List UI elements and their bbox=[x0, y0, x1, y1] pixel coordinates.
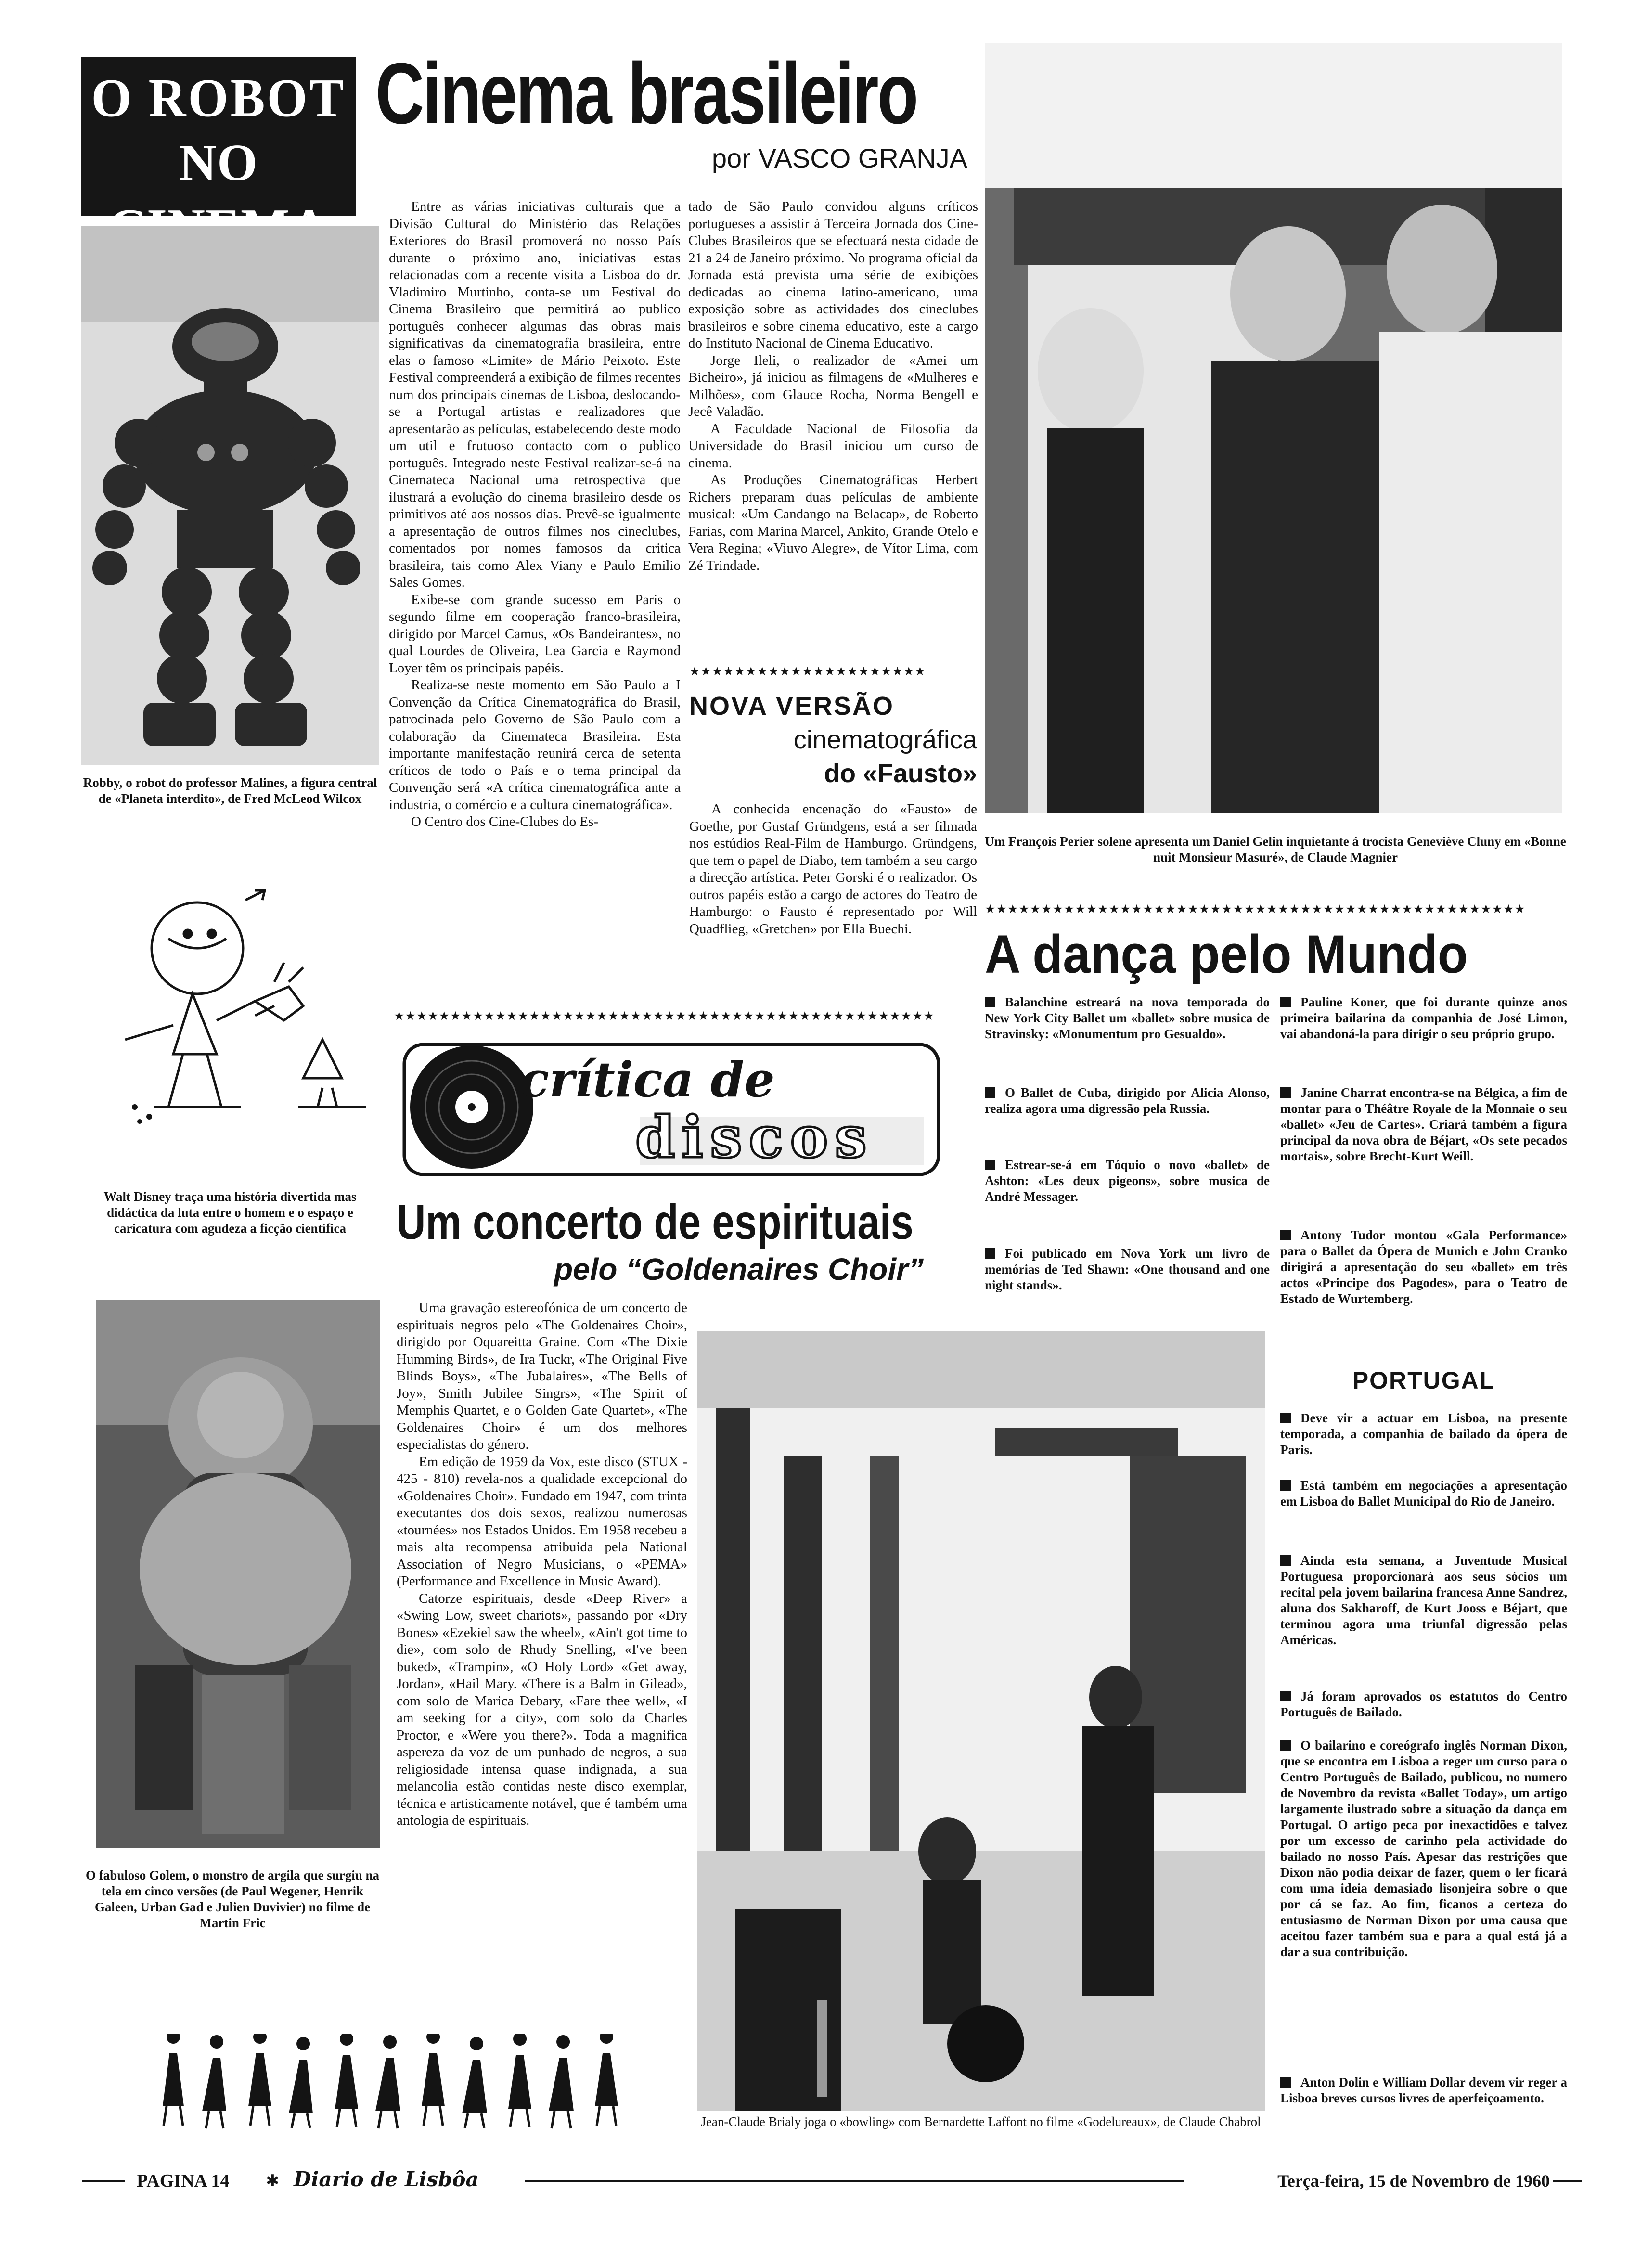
danca-left-2: O Ballet de Cuba, dirigido por Alicia Alonso, realiza agora uma digressão pela Russia. bbox=[985, 1085, 1270, 1116]
fausto-stars: ★★★★★★★★★★★★★★★★★★★★★ bbox=[689, 664, 926, 678]
fausto-body bbox=[689, 801, 977, 938]
perier-caption: Um François Perier solene apresenta um Daniel Gelin inquietante á trocista Geneviève Cluny em «Bonne nuit Monsieur Masuré», de Claude Magnier bbox=[985, 834, 1566, 864]
bullet-icon bbox=[1280, 997, 1291, 1007]
bullet-icon bbox=[1280, 1480, 1291, 1491]
cinema-col1 bbox=[389, 198, 681, 831]
robot-header-box bbox=[81, 57, 356, 216]
bullet-icon bbox=[985, 1248, 995, 1259]
robby-caption: Robby, o robot do professor Malines, a figura central de «Planeta interdito», de Fred McLeod Wilcox bbox=[83, 775, 377, 806]
dancers-silhouettes bbox=[154, 2034, 645, 2130]
discos-stars: ★★★★★★★★★★★★★★★★★★★★★★★★★★★★★★★★★★★★★★★★★★★★★★★★ bbox=[394, 1009, 935, 1023]
fausto-title1: NOVA VERSÃO bbox=[689, 692, 895, 721]
discos-logo-bottom: discos bbox=[635, 1104, 874, 1171]
cinema-col1-p2: Exibe-se com grande sucesso em Paris o segundo filme em cooperação franco-brasileira, dirigido por Marcel Camus, «Os Bandeirantes», no qual Lourdes de Oliveira, Lea Garcia e Raymond Loyer têm os principais papéis. bbox=[389, 592, 681, 676]
cinema-col1-p4: O Centro dos Cine-Clubes do Es- bbox=[411, 814, 599, 829]
danca-title: A dança pelo Mundo bbox=[985, 924, 1468, 984]
discos-logo-top: crítica de bbox=[520, 1051, 775, 1108]
bullet-icon bbox=[985, 1087, 995, 1098]
portugal-3: Ainda esta semana, a Juventude Musical Portuguesa proporcionará aos seus sócios um recital pela jovem bailarina francesa Anne Sandrez, aluna dos Sakharoff, de Kurt Jooss e Béjart, que terminou agora uma triunfal digressão pelas Américas. bbox=[1280, 1553, 1567, 1647]
danca-left-3: Estrear-se-á em Tóquio o novo «ballet» de Ashton: «Les deux pigeons», sobre musica de André Messager. bbox=[985, 1158, 1270, 1204]
bullet-icon bbox=[1280, 1555, 1291, 1566]
discos-p2: Em edição de 1959 da Vox, este disco (STUX - 425 - 810) revela-nos a qualidade excepcional do «Goldenaires Choir». Fundado em 1947, com trinta executantes dos dois sexos, realizou numerosas «tournées» nos Estados Unidos. Em 1958 recebeu a mais alta recompensa atribuida pela National Association of Negro Musicians, o «PEMA» (Performance and Excellence in Music Award). bbox=[397, 1454, 687, 1589]
bullet-icon bbox=[1280, 1413, 1291, 1423]
bullet-icon bbox=[1280, 2077, 1291, 2088]
danca-stars: ★★★★★★★★★★★★★★★★★★★★★★★★★★★★★★★★★★★★★★★★★★★★★★★★ bbox=[985, 902, 1526, 916]
disney-illustration bbox=[96, 881, 375, 1131]
danca-left-4: Foi publicado em Nova York um livro de memórias de Ted Shawn: «One thousand and one night stands». bbox=[985, 1246, 1270, 1292]
portugal-1: Deve vir a actuar em Lisboa, na presente temporada, a companhia de bailado da ópera de Paris. bbox=[1280, 1411, 1567, 1457]
bullet-icon bbox=[1280, 1691, 1291, 1701]
bullet-icon bbox=[1280, 1087, 1291, 1098]
robby-photo bbox=[81, 226, 379, 765]
portugal-5: O bailarino e coreógrafo inglês Norman Dixon, que se encontra em Lisboa a reger um curso para o Centro Português de Bailado, publicou, no numero de Novembro da revista «Ballet Today», um artigo largamente ilustrado sobre a situação da dança em Portugal. O artigo peca por inexactidões e talvez por um excesso de carinho pela actividade do bailado no nosso País. Apesar das restrições que Dixon não podia deixar de fazer, quem o ler ficará com uma ideia demasiado lisonjeira sobre o que por cá se faz. Ao fim, ficanos a certeza do entusiasmo de Norman Dixon por uma causa que aceitou fazer também sua e para a qual está já a dar a sua contribuição. bbox=[1280, 1738, 1567, 1959]
cinema-col2-p4: As Produções Cinematográficas Herbert Richers preparam duas películas de ambiente musical: «Um Candango na Belacap», de Roberto Farias, com Marina Marcel, Ankito, Grande Otelo e Vera Regina; «Viuvo Alegre», de Vítor Lima, com Zé Trindade. bbox=[688, 472, 978, 573]
cinema-col2-p3: A Faculdade Nacional de Filosofia da Universidade do Brasil iniciou um curso de cinema. bbox=[688, 421, 978, 471]
footer-date: Terça-feira, 15 de Novembro de 1960 bbox=[1277, 2171, 1550, 2191]
footer-rule-right bbox=[1553, 2180, 1582, 2182]
danca-right-2: Janine Charrat encontra-se na Bélgica, a fim de montar para o Théâtre Royale de la Monnaie o seu «ballet» «Jeu de Cartes». Criará também a figura principal da nova obra de Béjart, «Os sete pecados mortais», sobre Brecht-Kurt Weill. bbox=[1280, 1085, 1567, 1163]
golem-caption: O fabuloso Golem, o monstro de argila que surgiu na tela em cinco versões (de Paul Wegener, Henrik Galeen, Urban Gad e Julien Duvivier) no filme de Martin Fric bbox=[85, 1868, 380, 1930]
disney-caption: Walt Disney traça uma história divertida mas didáctica da luta entre o homem e o espaço e caricatura com agudeza a ficção científica bbox=[103, 1189, 357, 1236]
discos-subhead: pelo “Goldenaires Choir” bbox=[554, 1252, 924, 1287]
cinema-title: Cinema brasileiro bbox=[375, 45, 917, 142]
brialy-photo bbox=[697, 1331, 1265, 2111]
discos-p1: Uma gravação estereofónica de um concerto de espirituais negros pelo «The Goldenaires Choir», dirigido por Oquareitta Graine. Com «The Dixie Humming Birds», de Ira Tuckr, «The Original Five Blinds Boys», «The Jubalaires», «The Bells of Joy», Smith Jubilee Singrs», «The Spirit of Memphis Quartet, e o Golden Gate Quartet», «The Goldenaires Choir» é um dos melhores especialistas do género. bbox=[397, 1300, 687, 1452]
robot-header-line2: NO bbox=[179, 134, 258, 192]
discos-body bbox=[397, 1300, 687, 1830]
cinema-col2-p2: Jorge Ileli, o realizador de «Amei um Bicheiro», já iniciou as filmagens de «Mulheres e Milhões», com Glauce Rocha, Norma Bengell e Jecê Valadão. bbox=[688, 352, 978, 419]
golem-photo bbox=[96, 1300, 380, 1848]
footer-rule-left bbox=[82, 2180, 125, 2182]
cinema-byline: por VASCO GRANJA bbox=[711, 143, 967, 173]
bullet-icon bbox=[1280, 1740, 1291, 1751]
perier-photo bbox=[985, 43, 1562, 813]
portugal-title: PORTUGAL bbox=[1352, 1367, 1495, 1394]
robot-header-line1: O ROBOT bbox=[91, 68, 346, 129]
discos-headline: Um concerto de espirituais bbox=[397, 1195, 914, 1250]
portugal-6: Anton Dolin e William Dollar devem vir reger a Lisboa breves cursos livres de aperfeiçoamento. bbox=[1280, 2075, 1567, 2105]
portugal-2: Está também em negociações a apresentação em Lisboa do Ballet Municipal do Rio de Janeiro. bbox=[1280, 1478, 1567, 1508]
danca-right-3: Antony Tudor montou «Gala Performance» para o Ballet da Ópera de Munich e John Cranko dirigirá a apresentação do seu «ballet» em três actos «Principe dos Pagodes», para o Teatro de Estado de Wurtemberg. bbox=[1280, 1228, 1567, 1306]
discos-logo bbox=[399, 1035, 943, 1179]
cinema-col1-p1: Entre as várias iniciativas culturais que a Divisão Cultural do Ministério das Relações Exteriores do Brasil promoverá no nosso País durante o próximo ano, iniciativas estas relacionadas com a recente visita a Lisboa do dr. Vladimiro Murtinho, conta-se um Festival do Cinema Brasileiro que permitirá ao publico português conhecer algumas das obras mais significativas da cinematografia brasileira, entre elas o famoso «Limite» de Mário Peixoto. Este Festival compreenderá a exibição de filmes recentes num dos principais cinemas de Lisboa, deslocando-se a Portugal artistas e realizadores que apresentarão as películas, estabelecendo deste modo um util e frutuoso contacto com o publico português. Integrado neste Festival realizar-se-á na Cinemateca Nacional uma retrospectiva que ilustrará a evolução do cinema brasileiro desde os primitivos até aos nossos dias. Prevê-se igualmente a apresentação de outros filmes nos cineclubes, comentados por nomes famosos da critica brasileira, tais como Alex Viany e Paulo Emilio Sales Gomes. bbox=[389, 199, 681, 590]
bullet-icon bbox=[1280, 1230, 1291, 1240]
discos-p3: Catorze espirituais, desde «Deep River» a «Swing Low, sweet chariots», passando por «Dry Bones» «Ezekiel saw the wheel», «Ain't got time to die», com solo de Rhudy Snelling, «I've been buked», «Trampin», «O Holy Lord» «Get away, Jordan», «Hail Mary. «There is a Balm in Gilead», com solo de Marica Debary, «Fare thee well», «I am seeking for a city», com solo da Charles Proctor, e «Were you there?». Toda a magnifica aspereza da voz de um punhado de negros, a sua religiosidade intensa quase indignada, a sua melancolia estão contidas neste disco exemplar, técnica e artisticamente notável, que é também uma antologia de espirituais. bbox=[397, 1590, 687, 1828]
bullet-icon bbox=[985, 997, 995, 1007]
cinema-col2-p1: tado de São Paulo convidou alguns críticos portugueses a assistir à Terceira Jornada dos Cine-Clubes Brasileiros que se efectuará nesta cidade de 21 a 24 de Janeiro próximo. No programa oficial da Jornada está prevista uma série de exibições dedicadas ao cinema latino-americano, uma exposição sobre as actividades dos cineclubes brasileiros e sobre cinema educativo, este a cargo do Instituto Nacional de Cinema Educativo. bbox=[688, 199, 978, 351]
fausto-title3: do «Fausto» bbox=[824, 759, 977, 788]
footer-newspaper-name: Diario de Lisbôa bbox=[294, 2167, 479, 2191]
danca-right-1: Pauline Koner, que foi durante quinze anos primeira bailarina da companhia de José Limon, vai abandoná-la para dirigir o seu próprio grupo. bbox=[1280, 995, 1567, 1041]
fausto-body-text: A conhecida encenação do «Fausto» de Goethe, por Gustaf Gründgens, está a ser filmada nos estúdios Real-Film de Hamburgo. Gründgens, que tem o papel de Diabo, tem também a seu cargo a direcção artística. Peter Gorski é o realizador. Os outros papéis estão a cargo de actores do Teatro de Hamburgo: o Fausto é representado por Will Quadflieg, «Gretchen» por Ella Buechi. bbox=[689, 801, 977, 937]
brialy-caption: Jean-Claude Brialy joga o «bowling» com Bernardette Laffont no filme «Godelureaux», de Claude Chabrol bbox=[701, 2114, 1261, 2129]
cinema-col2 bbox=[688, 198, 978, 574]
fausto-title2: cinematográfica bbox=[793, 725, 977, 754]
footer-rule-middle bbox=[525, 2180, 1184, 2182]
danca-left-1: Balanchine estreará na nova temporada do New York City Ballet um «ballet» sobre musica de Stravinsky: «Monumentum pro Gesualdo». bbox=[985, 995, 1270, 1041]
cinema-col1-p3: Realiza-se neste momento em São Paulo a I Convenção da Crítica Cinematográfica do Brasil, patrocinada pelo Governo de São Paulo com a colaboração da Cinemateca Brasileira. Esta importante manifestação reunirá cerca de setenta críticos de todo o País e o tema principal da Convenção será «A crítica cinematográfica ante a industria, o comércio e a cultura cinematográfica». bbox=[389, 677, 681, 812]
portugal-4: Já foram aprovados os estatutos do Centro Português de Bailado. bbox=[1280, 1689, 1567, 1719]
footer-page-number: PAGINA 14 bbox=[137, 2171, 230, 2191]
footer-star: ✱ bbox=[266, 2171, 280, 2191]
bullet-icon bbox=[985, 1160, 995, 1170]
